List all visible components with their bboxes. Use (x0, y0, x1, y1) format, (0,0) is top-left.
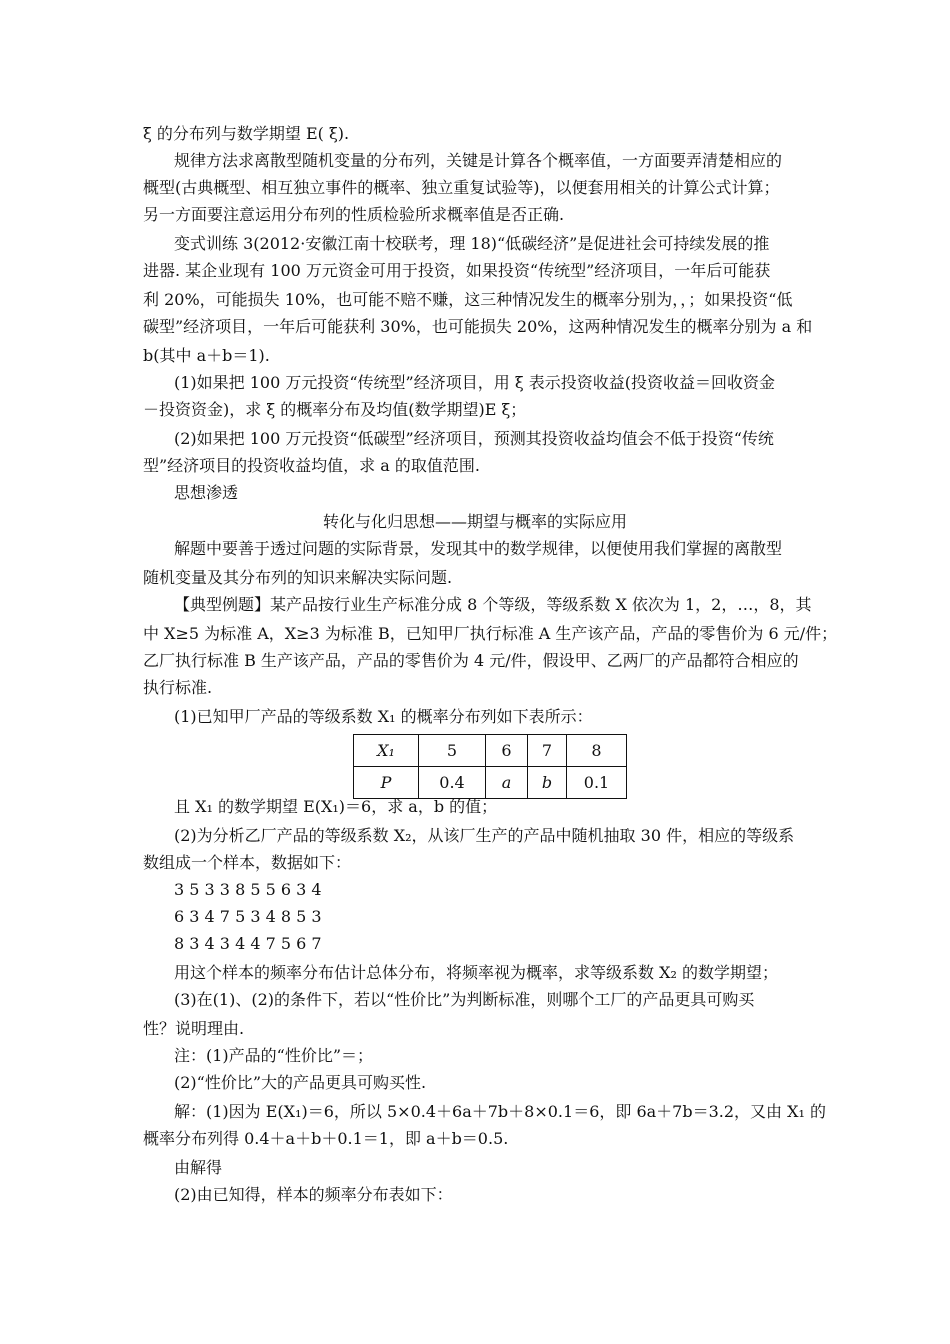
section-label: 思想渗透 (174, 483, 239, 502)
text-line: (1)如果把 100 万元投资“传统型”经济项目，用 ξ 表示投资收益(投资收益＝回收资金 (174, 373, 775, 392)
text-line: 解：(1)因为 E(X₁)＝6，所以 5×0.4＋6a＋7b＋8×0.1＝6，即 6a＋7b＝3.2，又由 X₁ 的 (174, 1102, 827, 1121)
text-line: (3)在(1)、(2)的条件下，若以“性价比”为判断标准，则哪个工厂的产品更具可购买 (174, 990, 755, 1009)
table-cell: b (528, 767, 567, 799)
text-line: 另一方面要注意运用分布列的性质检验所求概率值是否正确. (143, 205, 565, 224)
text-line: 解题中要善于透过问题的实际背景，发现其中的数学规律，以便使用我们掌握的离散型 (174, 539, 783, 558)
text-line: (2)为分析乙厂产品的等级系数 X₂，从该厂生产的产品中随机抽取 30 件，相应的等级系 (174, 826, 795, 845)
table-cell: X₁ (354, 735, 419, 767)
text-line: 碳型”经济项目，一年后可能获利 30%，也可能损失 20%，这两种情况发生的概率分别为 a 和 (143, 317, 813, 336)
table-cell: 6 (486, 735, 528, 767)
text-line: 数组成一个样本，数据如下： (143, 853, 352, 872)
text-line: ξ 的分布列与数学期望 E( ξ). (143, 124, 350, 143)
section-title: 转化与化归思想——期望与概率的实际应用 (322, 512, 627, 531)
text-line: －投资资金)，求 ξ 的概率分布及均值(数学期望)E ξ； (143, 400, 527, 419)
table-cell: 8 (567, 735, 627, 767)
text-line: (2)如果把 100 万元投资“低碳型”经济项目，预测其投资收益均值会不低于投资“传统 (174, 429, 774, 448)
table-cell: P (354, 767, 419, 799)
text-line: 概率分布列得 0.4＋a＋b＋0.1＝1，即 a＋b＝0.5. (143, 1129, 509, 1148)
text-line: 利 20%，可能损失 10%，也可能不赔不赚，这三种情况发生的概率分别为，，；如果投资“低 (143, 290, 793, 309)
data-row: 6 3 4 7 5 3 4 8 5 3 (174, 907, 322, 926)
data-row: 8 3 4 3 4 4 7 5 6 7 (174, 934, 322, 953)
table-row (354, 767, 627, 799)
table-cell: 0.4 (419, 767, 486, 799)
text-line: 【典型例题】某产品按行业生产标准分成 8 个等级，等级系数 X 依次为 1，2，…，8，其 (174, 595, 812, 614)
text-line: 乙厂执行标准 B 生产该产品，产品的零售价为 4 元/件，假设甲、乙两厂的产品都符合相应的 (143, 651, 799, 670)
text-line: 规律方法求离散型随机变量的分布列，关键是计算各个概率值，一方面要弄清楚相应的 (174, 151, 783, 170)
text-line: 由解得 (174, 1158, 223, 1177)
text-line: 执行标准. (143, 678, 213, 697)
table-cell: 7 (528, 735, 567, 767)
data-row: 3 5 3 3 8 5 5 6 3 4 (174, 880, 322, 899)
text-line: b(其中 a＋b＝1). (143, 346, 270, 365)
text-line: 变式训练 3(2012·安徽江南十校联考，理 18)“低碳经济”是促进社会可持续发展的推 (174, 234, 770, 253)
text-line: 注：(1)产品的“性价比”＝； (174, 1046, 374, 1065)
probability-distribution-table (353, 734, 627, 799)
table-cell: 5 (419, 735, 486, 767)
table-cell: a (486, 767, 528, 799)
text-line: 性？说明理由. (143, 1019, 245, 1038)
text-line: 概型(古典概型、相互独立事件的概率、独立重复试验等)，以便套用相关的计算公式计算； (143, 178, 780, 197)
text-line: 中 X≥5 为标准 A，X≥3 为标准 B，已知甲厂执行标准 A 生产该产品，产品的零售价为 6 元/件； (143, 624, 838, 643)
text-line: 进器. 某企业现有 100 万元资金可用于投资，如果投资“传统型”经济项目，一年后可能获 (143, 261, 771, 280)
text-line: 型”经济项目的投资收益均值，求 a 的取值范围. (143, 456, 480, 475)
text-line: 随机变量及其分布列的知识来解决实际问题. (143, 568, 453, 587)
table-row (354, 735, 627, 767)
text-line: 用这个样本的频率分布估计总体分布，将频率视为概率，求等级系数 X₂ 的数学期望； (174, 963, 778, 982)
text-line: 且 X₁ 的数学期望 E(X₁)＝6，求 a，b 的值； (174, 797, 498, 816)
text-line: (2)由已知得，样本的频率分布表如下： (174, 1185, 453, 1204)
table-cell: 0.1 (567, 767, 627, 799)
text-line: (2)“性价比”大的产品更具可购买性. (174, 1073, 427, 1092)
text-line: (1)已知甲厂产品的等级系数 X₁ 的概率分布列如下表所示： (174, 707, 593, 726)
